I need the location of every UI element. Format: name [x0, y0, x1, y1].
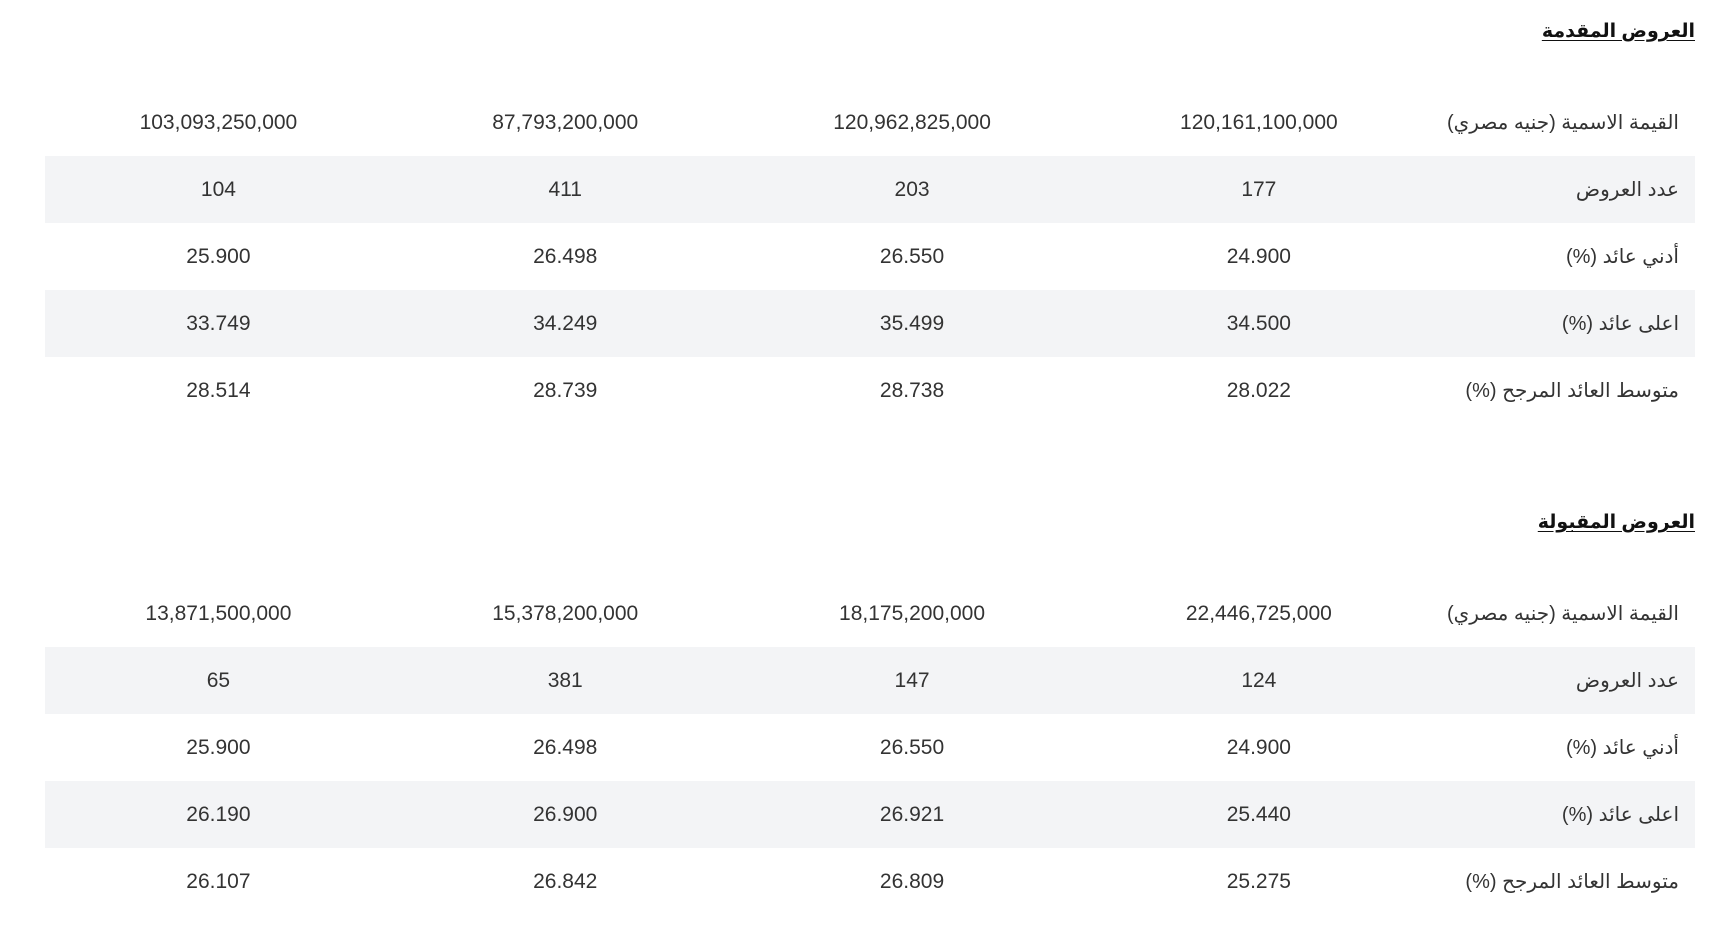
table-row [45, 290, 1695, 357]
row-label: متوسط العائد المرجح (%) [1465, 380, 1679, 402]
cell-value: 65 [45, 647, 392, 714]
table-row [45, 580, 1695, 647]
cell-value: 28.738 [879, 378, 945, 402]
cell-value: 25.440 [1085, 781, 1432, 848]
cell-value: 147 [739, 647, 1086, 714]
table-row [45, 223, 1695, 290]
accepted-bids-title: العروض المقبولة [1537, 512, 1695, 533]
cell-value: 15,378,200,000 [492, 601, 639, 625]
offered-bids-section [45, 18, 1695, 424]
cell-value: 22,446,725,000 [1185, 601, 1332, 625]
cell-value: 26.498 [533, 244, 598, 268]
cell-value: 35.499 [739, 290, 1086, 357]
cell-value: 177 [1085, 156, 1432, 223]
accepted-bids-table [45, 580, 1695, 915]
cell-value: 104 [45, 156, 392, 223]
row-label: عدد العروض [1432, 156, 1695, 223]
cell-value: 87,793,200,000 [492, 110, 639, 134]
row-label: القيمة الاسمية (جنيه مصري) [1446, 603, 1679, 625]
table-row [45, 714, 1695, 781]
cell-value: 13,871,500,000 [145, 601, 292, 625]
offered-bids-title: العروض المقدمة [1541, 21, 1695, 42]
cell-value: 18,175,200,000 [839, 601, 986, 625]
cell-value: 124 [1085, 647, 1432, 714]
cell-value: 411 [392, 156, 739, 223]
cell-value: 34.249 [392, 290, 739, 357]
cell-value: 28.739 [533, 378, 598, 402]
cell-value: 381 [392, 647, 739, 714]
row-label: عدد العروض [1432, 647, 1695, 714]
cell-value: 33.749 [45, 290, 392, 357]
cell-value: 25.900 [186, 735, 251, 759]
accepted-bids-section [45, 509, 1695, 915]
cell-value: 24.900 [1226, 735, 1291, 759]
row-label: أدني عائد (%) [1565, 246, 1679, 268]
cell-value: 25.900 [186, 244, 251, 268]
row-label: اعلى عائد (%) [1432, 290, 1695, 357]
cell-value: 26.809 [879, 869, 945, 893]
cell-value: 26.190 [45, 781, 392, 848]
table-row [45, 781, 1695, 848]
cell-value: 28.022 [1226, 378, 1291, 402]
table-row [45, 357, 1695, 424]
table-row [45, 156, 1695, 223]
table-row [45, 647, 1695, 714]
table-row [45, 89, 1695, 156]
cell-value: 203 [739, 156, 1086, 223]
table-row [45, 848, 1695, 915]
cell-value: 103,093,250,000 [139, 110, 298, 134]
cell-value: 26.842 [533, 869, 598, 893]
row-label: أدني عائد (%) [1565, 737, 1679, 759]
cell-value: 26.900 [392, 781, 739, 848]
cell-value: 24.900 [1226, 244, 1291, 268]
cell-value: 26.921 [739, 781, 1086, 848]
cell-value: 120,161,100,000 [1180, 110, 1338, 134]
row-label: اعلى عائد (%) [1432, 781, 1695, 848]
cell-value: 26.107 [186, 869, 251, 893]
cell-value: 26.550 [879, 735, 945, 759]
cell-value: 26.550 [879, 244, 945, 268]
offered-bids-table [45, 89, 1695, 424]
cell-value: 28.514 [186, 378, 251, 402]
cell-value: 26.498 [533, 735, 598, 759]
cell-value: 34.500 [1085, 290, 1432, 357]
row-label: القيمة الاسمية (جنيه مصري) [1446, 112, 1679, 134]
row-label: متوسط العائد المرجح (%) [1465, 871, 1679, 893]
cell-value: 120,962,825,000 [833, 110, 991, 134]
cell-value: 25.275 [1226, 869, 1291, 893]
